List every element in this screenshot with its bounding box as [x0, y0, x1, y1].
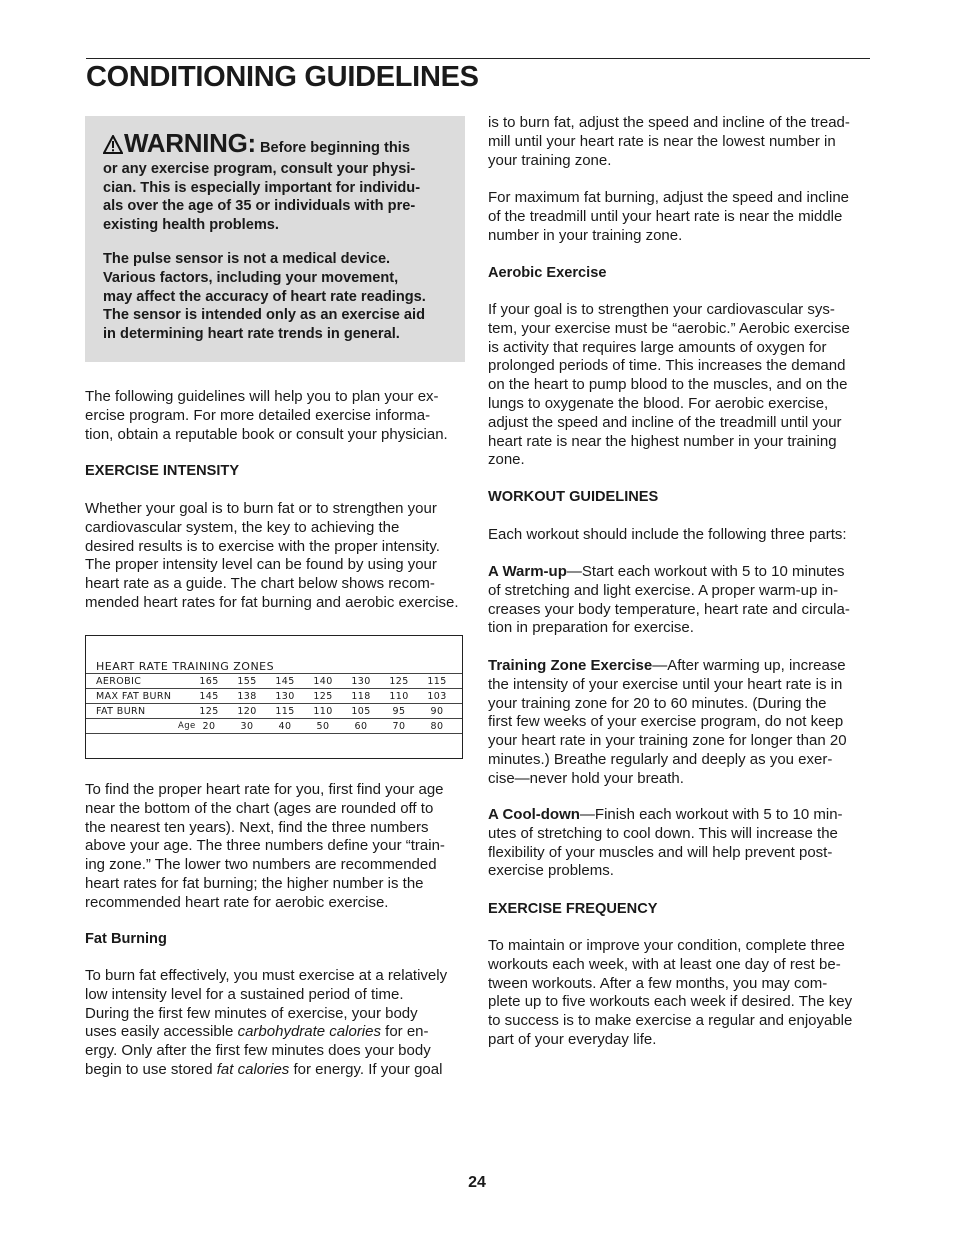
table-cell: 90: [430, 706, 444, 717]
table-cell: 138: [237, 691, 257, 702]
exercise-intensity-heading: EXERCISE INTENSITY: [85, 463, 240, 479]
table-cell: 80: [430, 721, 444, 732]
warning-paragraph-2: [103, 250, 447, 344]
table-cell: 60: [354, 721, 368, 732]
text-line: zone.: [488, 451, 525, 469]
warning-lead-text: Before beginning this: [259, 140, 410, 156]
text-line: adjust the speed and incline of the treadmill until your: [488, 413, 842, 431]
training-zone-paragraph: [488, 657, 870, 789]
text-line: your training zone.: [488, 151, 612, 169]
table-cell: 165: [199, 676, 219, 687]
text-line: to success is to make exercise a regular and enjoyable: [488, 1012, 853, 1030]
text-line: mended heart rates for fat burning and aerobic exercise.: [85, 593, 459, 611]
warmup-paragraph: [488, 563, 870, 638]
text-span: —After warming up, increase: [652, 657, 846, 674]
text-line: [488, 806, 870, 825]
text-line: of the treadmill until your heart rate is near the middle: [488, 207, 843, 225]
text-line: existing health problems.: [103, 217, 279, 234]
warning-box: [85, 116, 465, 362]
text-line: near the bottom of the chart (ages are rounded off to: [85, 799, 434, 817]
text-line: above your age. The three numbers define your “train-: [85, 837, 445, 855]
page-title: CONDITIONING GUIDELINES: [86, 61, 479, 93]
warning-heading: WARNING:: [124, 128, 256, 158]
table-cell: 110: [389, 691, 409, 702]
text-line: plete up to five workouts each week if desired. The key: [488, 993, 853, 1011]
text-line: tem, your exercise must be “aerobic.” Aerobic exercise: [488, 319, 850, 337]
text-line: in determining heart rate trends in general.: [103, 326, 400, 343]
text-line: To burn fat effectively, you must exercise at a relatively: [85, 967, 448, 984]
fat-burning-continued: [488, 114, 870, 170]
text-line: mill until your heart rate is near the lowest number in: [488, 132, 836, 150]
text-line: The proper intensity level can be found by using your: [85, 556, 437, 574]
text-line: prolonged periods of time. This increases the demand: [488, 357, 846, 375]
table-cell: 110: [313, 706, 333, 717]
table-cell: 115: [427, 676, 447, 687]
text-line: For maximum fat burning, adjust the speed and incline: [488, 189, 850, 206]
table-cell: 125: [313, 691, 333, 702]
top-rule: [86, 58, 870, 59]
text-line: heart rate is near the highest number in your training: [488, 432, 837, 450]
text-line: low intensity level for a sustained period of time.: [85, 985, 404, 1003]
page-number: 24: [468, 1174, 486, 1191]
text-line: ergy. Only after the first few minutes does your body: [85, 1042, 431, 1060]
text-line: minutes.) Breathe regularly and deeply as you exer-: [488, 750, 833, 768]
text-line: cise—never hold your breath.: [488, 769, 684, 787]
text-line: exercise problems.: [488, 862, 614, 880]
text-line: heart rate as a guide. The chart below shows recom-: [85, 575, 435, 593]
table-cell: 40: [278, 721, 292, 732]
table-row-aerobic: [86, 673, 462, 688]
italic-term: fat calories: [216, 1060, 290, 1078]
table-cell: 70: [392, 721, 406, 732]
warning-paragraph-1: [103, 160, 447, 235]
text-line: the intensity of your exercise until your heart rate is in: [488, 675, 843, 693]
text-line: or any exercise program, consult your physi-: [103, 160, 416, 177]
workout-guidelines-heading: WORKOUT GUIDELINES: [488, 489, 659, 505]
table-title: HEART RATE TRAINING ZONES: [96, 660, 275, 673]
text-line: [85, 1023, 467, 1042]
text-line: [488, 657, 870, 676]
text-span: for energy. If your goal: [289, 1060, 443, 1078]
text-span: for en-: [381, 1023, 429, 1041]
text-line: of stretching and light exercise. A proper warm-up in-: [488, 581, 839, 599]
text-line: tion in preparation for exercise.: [488, 619, 694, 637]
intro-paragraph: [85, 388, 467, 444]
text-line: your heart rate in your training zone for longer than 20: [488, 732, 847, 750]
text-line: The following guidelines will help you to plan your ex-: [85, 388, 439, 405]
text-line: is to burn fat, adjust the speed and incline of the tread-: [488, 114, 850, 131]
text-line: als over the age of 35 or individuals with pre-: [103, 198, 416, 215]
fat-burning-paragraph: [85, 967, 467, 1080]
text-line: flexibility of your muscles and will help prevent post-: [488, 843, 833, 861]
text-line: ercise program. For more detailed exercise informa-: [85, 406, 431, 424]
text-line: The sensor is intended only as an exercise aid: [103, 307, 425, 324]
table-divider: [86, 733, 462, 734]
text-line: The pulse sensor is not a medical device.: [103, 250, 391, 267]
table-cell: 30: [240, 721, 254, 732]
table-cell: 145: [199, 691, 219, 702]
row-label: AEROBIC: [96, 676, 142, 687]
frequency-paragraph: [488, 937, 870, 1050]
row-label: FAT BURN: [96, 706, 146, 717]
text-line: [488, 563, 870, 582]
text-line: lungs to oxygenate the blood. For aerobic exercise,: [488, 394, 829, 412]
text-line: creases your body temperature, heart rate and circula-: [488, 600, 850, 618]
text-line: the nearest ten years). Next, find the three numbers: [85, 818, 429, 836]
warning-triangle-icon: [103, 135, 123, 160]
text-line: During the first few minutes of exercise, your body: [85, 1004, 418, 1022]
text-line: is activity that requires large amounts of oxygen for: [488, 338, 827, 356]
text-line: your training zone for 20 to 60 minutes. (During the: [488, 694, 827, 712]
text-line: [85, 1061, 467, 1080]
text-line: To find the proper heart rate for you, first find your age: [85, 781, 444, 798]
text-line: desired results is to exercise with the proper intensity.: [85, 537, 440, 555]
cooldown-lead: A Cool-down: [488, 806, 580, 823]
find-rate-paragraph: [85, 781, 467, 913]
text-line: Various factors, including your movement,: [103, 269, 399, 286]
text-line: cian. This is especially important for individu-: [103, 179, 421, 196]
intensity-paragraph: [85, 500, 467, 613]
table-cell: 115: [275, 706, 295, 717]
table-cell: 20: [202, 721, 216, 732]
exercise-frequency-heading: EXERCISE FREQUENCY: [488, 901, 658, 917]
text-span: uses easily accessible: [85, 1023, 238, 1041]
text-line: cardiovascular system, the key to achieving the: [85, 518, 400, 536]
text-line: Whether your goal is to burn fat or to strengthen your: [85, 500, 437, 517]
text-line: heart rates for fat burning; the higher number is the: [85, 874, 424, 892]
table-cell: 145: [275, 676, 295, 687]
text-line: part of your everyday life.: [488, 1030, 657, 1048]
age-label: Age: [178, 721, 196, 731]
text-line: first few weeks of your exercise program, do not keep: [488, 713, 844, 731]
max-fat-paragraph: [488, 189, 870, 245]
table-cell: 105: [351, 706, 371, 717]
text-line: utes of stretching to cool down. This will increase the: [488, 824, 838, 842]
table-cell: 95: [392, 706, 406, 717]
text-line: To maintain or improve your condition, complete three: [488, 937, 845, 954]
italic-term: carbohydrate calories: [237, 1023, 381, 1041]
table-cell: 155: [237, 676, 257, 687]
row-label: MAX FAT BURN: [96, 691, 172, 702]
table-cell: 130: [351, 676, 371, 687]
text-line: workouts each week, with at least one day of rest be-: [488, 955, 841, 973]
table-row-fat-burn: [86, 703, 462, 718]
text-span: —Start each workout with 5 to 10 minutes: [566, 563, 845, 580]
text-span: begin to use stored: [85, 1060, 217, 1078]
table-cell: 140: [313, 676, 333, 687]
aerobic-paragraph: [488, 301, 870, 470]
table-cell: 103: [427, 691, 447, 702]
text-line: recommended heart rate for aerobic exercise.: [85, 893, 389, 911]
table-cell: 125: [389, 676, 409, 687]
table-row-max-fat-burn: [86, 688, 462, 703]
table-cell: 125: [199, 706, 219, 717]
workout-intro: Each workout should include the following three parts:: [488, 526, 847, 543]
text-line: If your goal is to strengthen your cardiovascular sys-: [488, 301, 835, 318]
table-cell: 118: [351, 691, 371, 702]
table-cell: 50: [316, 721, 330, 732]
table-row-age: [86, 718, 462, 733]
text-line: may affect the accuracy of heart rate readings.: [103, 288, 426, 305]
text-line: on the heart to pump blood to the muscles, and on the: [488, 376, 848, 394]
fat-burning-heading: Fat Burning: [85, 931, 167, 947]
heart-rate-table: [85, 635, 463, 759]
text-line: tion, obtain a reputable book or consult your physician.: [85, 425, 448, 443]
text-line: tween workouts. After a few months, you may com-: [488, 974, 828, 992]
aerobic-heading: Aerobic Exercise: [488, 265, 607, 281]
text-line: ing zone.” The lower two numbers are recommended: [85, 856, 437, 874]
table-cell: 130: [275, 691, 295, 702]
cooldown-paragraph: [488, 806, 870, 881]
table-cell: 120: [237, 706, 257, 717]
warmup-lead: A Warm-up: [488, 563, 567, 580]
text-line: number in your training zone.: [488, 226, 683, 244]
text-span: —Finish each workout with 5 to 10 min-: [579, 806, 843, 823]
zone-lead: Training Zone Exercise: [488, 657, 653, 674]
